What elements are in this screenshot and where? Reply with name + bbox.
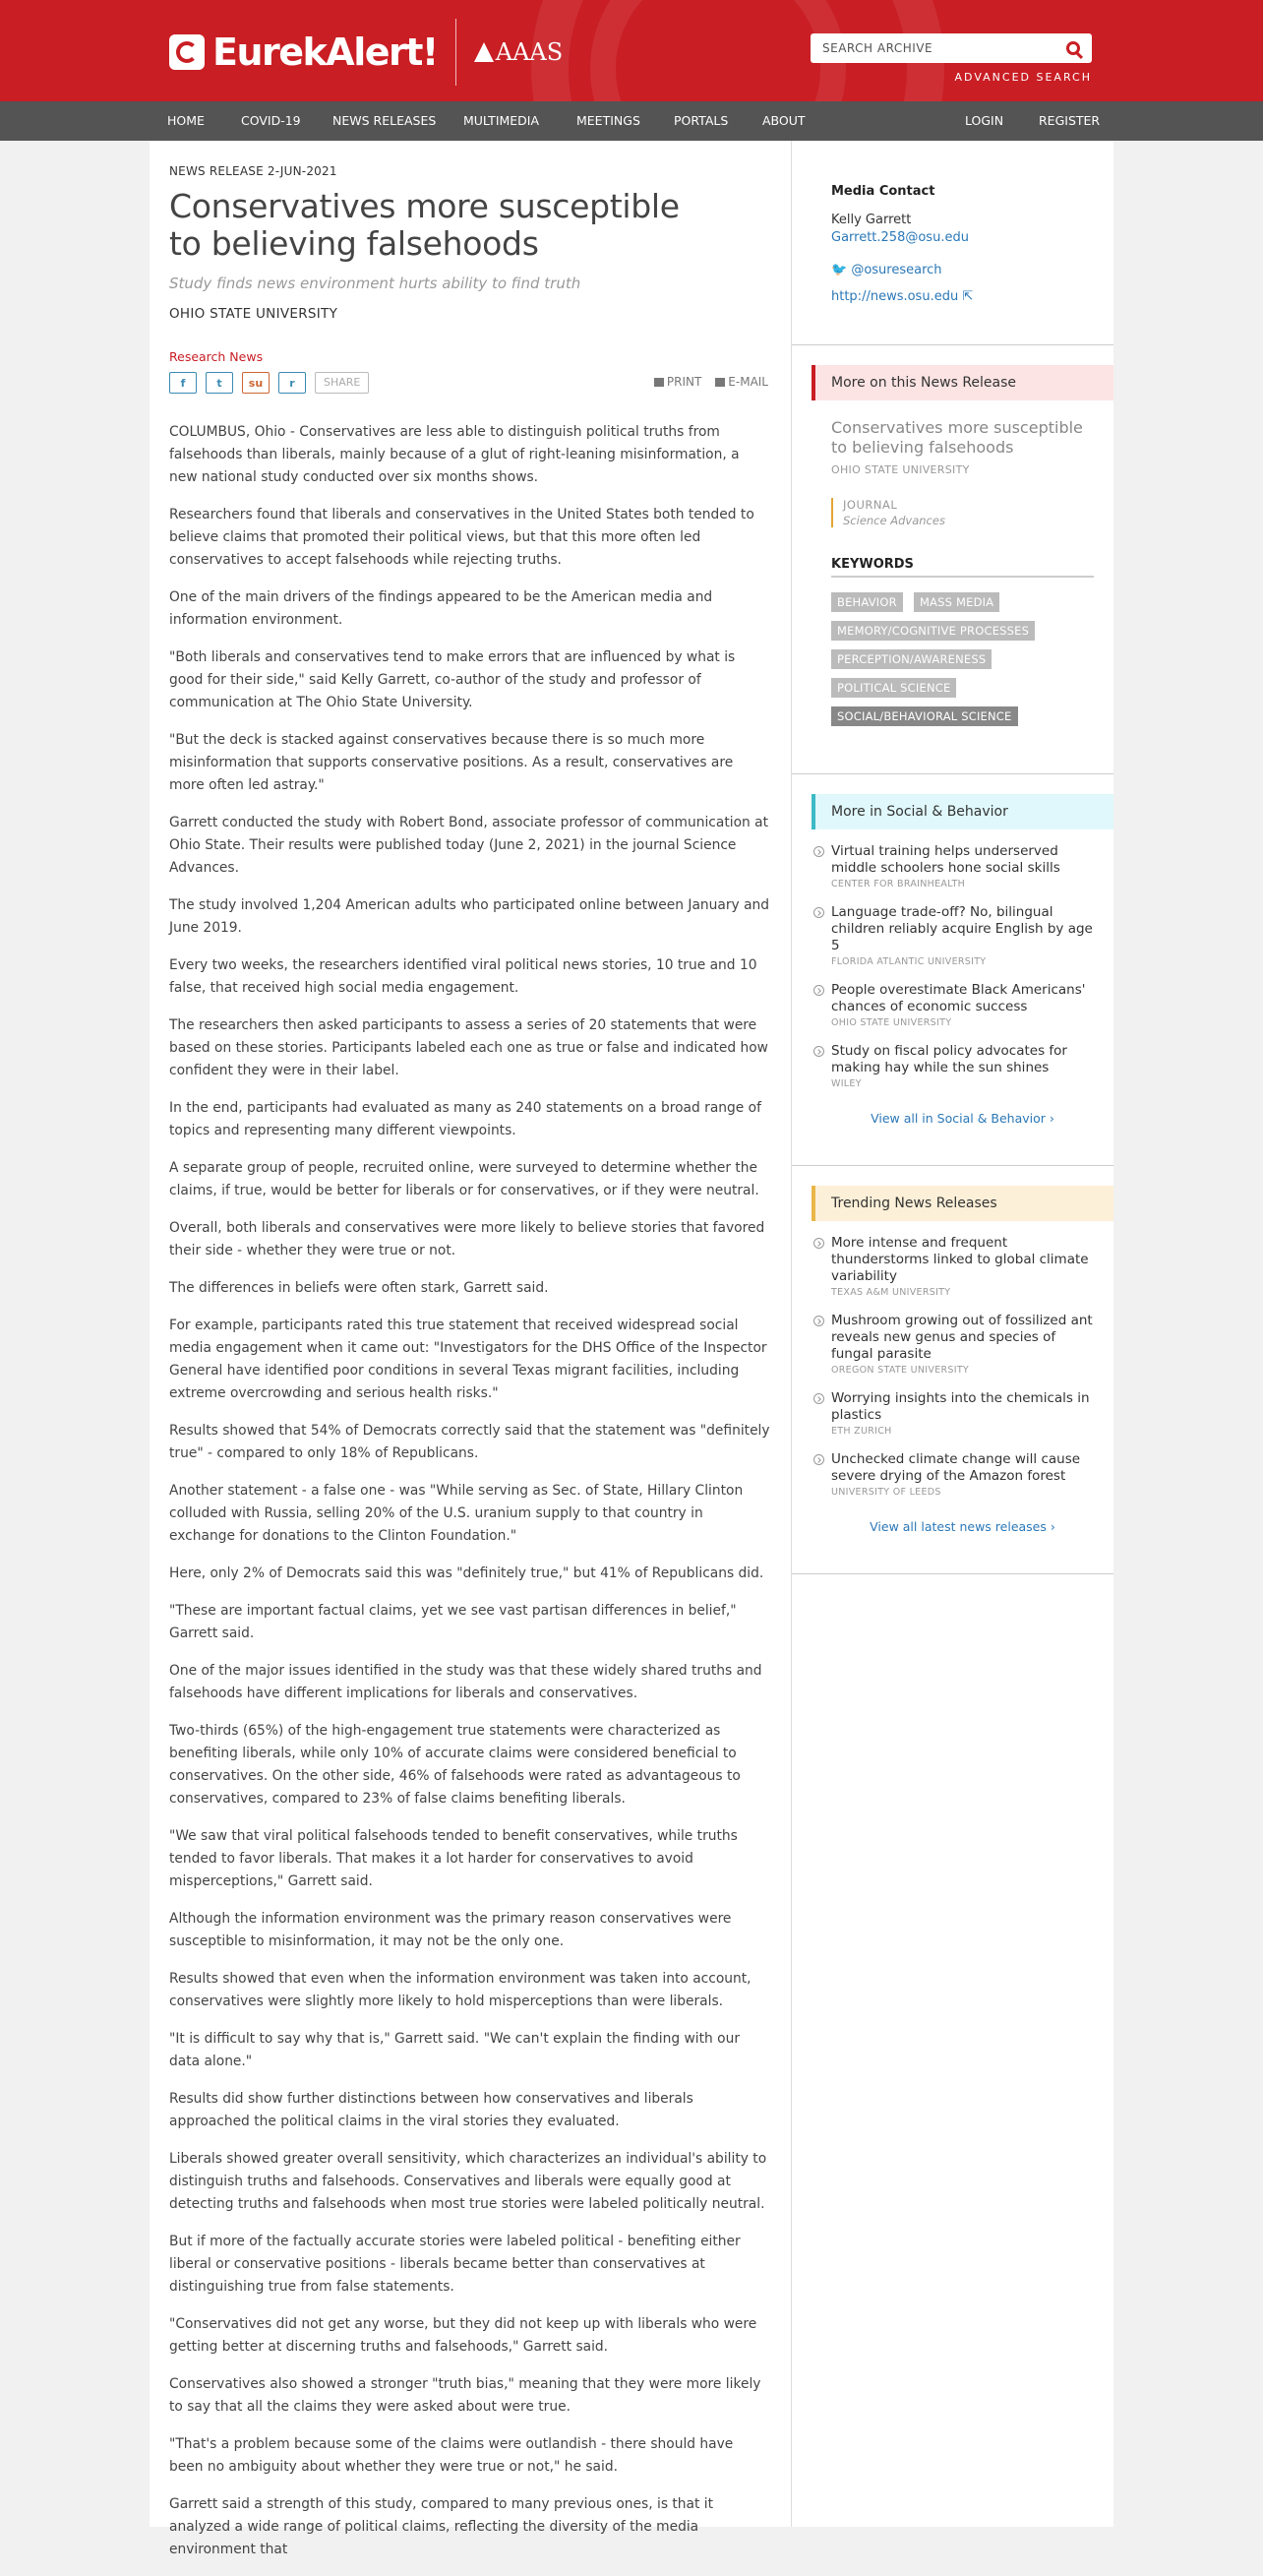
trending-list	[831, 1235, 1094, 1498]
trending-heading: Trending News Releases	[812, 1186, 1113, 1221]
nav-register[interactable]: REGISTER	[1039, 113, 1101, 128]
more-on-release-heading: More on this News Release	[812, 365, 1113, 400]
chevron-circle-icon	[813, 846, 824, 857]
chevron-circle-icon	[813, 1046, 824, 1057]
more-on-release	[792, 365, 1113, 734]
twitter-icon: 🐦	[831, 263, 852, 277]
external-link-icon: ⇱	[958, 289, 974, 304]
nav-covid[interactable]: COVID-19	[241, 113, 301, 128]
paragraph: "That's a problem because some of the claims were outlandish - there should have been no ambiguity about whether they were true or not," he said.	[169, 2436, 734, 2475]
paragraph: Researchers found that liberals and conservatives in the United States both tended to believe claims that promoted their political views, but that this more often led conservatives to accept falsehoods while rejecting truths.	[169, 507, 754, 568]
eurekalert-logo-icon	[169, 34, 205, 70]
facebook-share-icon[interactable]: f	[169, 372, 197, 394]
institution: OHIO STATE UNIVERSITY	[169, 306, 338, 322]
chevron-circle-icon	[813, 1393, 824, 1404]
content-container	[150, 141, 1113, 2557]
keyword-tag[interactable]: SOCIAL/BEHAVIORAL SCIENCE	[831, 706, 1018, 726]
media-contact-heading: Media Contact	[831, 184, 935, 199]
social-heading: More in Social & Behavior	[812, 794, 1113, 829]
paragraph: One of the major issues identified in the study was that these widely shared truths and falsehoods have different implications for liberals and conservatives.	[169, 1663, 762, 1701]
keyword-tag[interactable]: MEMORY/COGNITIVE PROCESSES	[831, 621, 1035, 641]
site-header	[0, 0, 1263, 101]
paragraph: Although the information environment was the primary reason conservatives were susceptible to misinformation, it may not be the only one.	[169, 1911, 732, 1949]
paragraph: For example, participants rated this true statement that received widespread social media engagement when it came out: "Investigators for the DHS Office of the Inspector General have identified poor conditions in several Texas migrant facilities, including extreme overcrowding and serious health risks."	[169, 1318, 767, 1401]
advanced-search-link[interactable]: ADVANCED SEARCH	[954, 71, 1092, 84]
envelope-icon	[715, 378, 725, 387]
paragraph: The differences in beliefs were often stark, Garrett said.	[169, 1280, 549, 1296]
keyword-tag[interactable]: MASS MEDIA	[914, 592, 999, 612]
chevron-circle-icon	[813, 1316, 824, 1326]
journal-name: Science Advances	[843, 514, 945, 527]
article-body	[169, 421, 770, 2561]
paragraph: In the end, participants had evaluated as many as 240 statements on a broad range of topics and representing many different viewpoints.	[169, 1100, 761, 1138]
paragraph: But if more of the factually accurate stories were labeled political - benefiting either liberal or conservative positions - liberals became better than conservatives at distinguishing true from false statements.	[169, 2234, 741, 2295]
journal-block	[831, 498, 1113, 527]
paragraph: The study involved 1,204 American adults who participated online between January and June 2019.	[169, 897, 770, 936]
paragraph: "It is difficult to say why that is," Garrett said. "We can't explain the finding with our data alone."	[169, 2031, 741, 2069]
keyword-tag[interactable]: BEHAVIOR	[831, 592, 903, 612]
nav-news-releases[interactable]: NEWS RELEASES	[332, 113, 437, 128]
share-button[interactable]: SHARE	[315, 372, 369, 394]
logo-text: EurekAlert!	[212, 31, 438, 74]
paragraph: "Both liberals and conservatives tend to make errors that are influenced by what is good for their side," said Kelly Garrett, co-author of the study and professor of communication at The Ohio State University.	[169, 649, 736, 710]
trending-releases	[792, 1186, 1113, 1534]
category-link[interactable]: Research News	[169, 349, 264, 364]
printer-icon	[654, 378, 664, 387]
paragraph: COLUMBUS, Ohio - Conservatives are less able to distinguish political truths from falsehoods than liberals, mainly because of a glut of right-leaning misinformation, a new national study conducted over six months shows.	[169, 424, 740, 485]
paragraph: Two-thirds (65%) of the high-engagement true statements were characterized as benefiting liberals, while only 10% of accurate claims were considered beneficial to conservatives. On the other side, 46% of falsehoods were rated as advantageous to conservatives, compared to 23% of false claims benefiting liberals.	[169, 1723, 741, 1807]
paragraph: "But the deck is stacked against conservatives because there is so much more misinformation that supports conservative positions. As a result, conservatives are more often led astray."	[169, 732, 734, 793]
twitter-share-icon[interactable]: t	[206, 372, 233, 394]
paragraph: Results showed that 54% of Democrats correctly said that the statement was "definitely true" - compared to only 18% of Republicans.	[169, 1423, 770, 1461]
nav-meetings[interactable]: MEETINGS	[576, 113, 640, 128]
reddit-share-icon[interactable]: r	[278, 372, 306, 394]
nav-multimedia[interactable]: MULTIMEDIA	[463, 113, 540, 128]
paragraph: Every two weeks, the researchers identified viral political news stories, 10 true and 10 false, that received high social media engagement.	[169, 957, 757, 996]
contact-email-link[interactable]: Garrett.258@osu.edu	[831, 230, 969, 245]
paragraph: Liberals showed greater overall sensitivity, which characterizes an individual's ability to distinguish truths and falsehoods. Conservatives and liberals were equally good at detecting truths and falsehoods when most true stories were labeled politically neutral.	[169, 2151, 767, 2212]
keyword-tag[interactable]: POLITICAL SCIENCE	[831, 678, 956, 698]
print-button[interactable]: PRINT	[654, 375, 701, 389]
list-item[interactable]: Mushroom growing out of fossilized ant reveals new genus and species of fungal parasite OREGON STATE UNIVERSITY	[831, 1313, 1094, 1376]
more-in-social	[792, 794, 1113, 1126]
list-item[interactable]: Language trade-off? No, bilingual children reliably acquire English by age 5 FLORIDA ATLANTIC UNIVERSITY	[831, 904, 1094, 967]
view-all-social-link[interactable]: View all in Social & Behavior ›	[871, 1111, 1054, 1126]
paragraph: "Conservatives did not get any worse, but they did not keep up with liberals who were getting better at discerning truths and falsehoods," Garrett said.	[169, 2316, 757, 2355]
page-title: Conservatives more susceptible to believing falsehoods	[169, 187, 680, 263]
aaas-triangle-icon	[474, 42, 494, 62]
list-item[interactable]: People overestimate Black Americans' chances of economic success OHIO STATE UNIVERSITY	[831, 982, 1094, 1028]
contact-name: Kelly Garrett	[831, 213, 912, 227]
paragraph: The researchers then asked participants to assess a series of 20 statements that were based on these stories. Participants labeled each one as true or false and indicated how confident they were in their label.	[169, 1017, 768, 1078]
keywords-heading: KEYWORDS	[831, 557, 1094, 578]
paragraph: Garrett conducted the study with Robert Bond, associate professor of communication at Ohio State. Their results were published today (June 2, 2021) in the journal Science Advances.	[169, 815, 769, 876]
paragraph: Results showed that even when the information environment was taken into account, conservatives were slightly more likely to hold misperceptions than were liberals.	[169, 1971, 752, 2009]
nav-login[interactable]: LOGIN	[965, 113, 1004, 128]
paragraph: "These are important factual claims, yet we see vast partisan differences in belief," Garrett said.	[169, 1603, 737, 1641]
social-list	[831, 843, 1094, 1089]
paragraph: Here, only 2% of Democrats said this was "definitely true," but 41% of Republicans did.	[169, 1565, 764, 1581]
paragraph: Overall, both liberals and conservatives were more likely to believe stories that favored their side - whether they were true or not.	[169, 1220, 765, 1258]
chevron-circle-icon	[813, 907, 824, 918]
list-item[interactable]: Study on fiscal policy advocates for making hay while the sun shines WILEY	[831, 1043, 1094, 1089]
chevron-circle-icon	[813, 1454, 824, 1465]
nav-portals[interactable]: PORTALS	[674, 113, 729, 128]
nav-home[interactable]: HOME	[167, 113, 205, 128]
keyword-tag[interactable]: PERCEPTION/AWARENESS	[831, 649, 992, 669]
list-item[interactable]: Worrying insights into the chemicals in plastics ETH ZURICH	[831, 1390, 1094, 1437]
search-icon[interactable]	[1066, 41, 1080, 55]
chevron-circle-icon	[813, 1238, 824, 1249]
chevron-circle-icon	[813, 985, 824, 996]
contact-website-link[interactable]: http://news.osu.edu ⇱	[831, 289, 974, 304]
sidebar	[791, 141, 1113, 2527]
paragraph: Results did show further distinctions between how conservatives and liberals approached the political claims in the viral stories they evaluated.	[169, 2091, 693, 2129]
main-nav	[0, 101, 1263, 141]
paragraph: Conservatives also showed a stronger "truth bias," meaning that they were more likely to say that all the claims they were asked about were true.	[169, 2376, 761, 2415]
paragraph: "We saw that viral political falsehoods tended to benefit conservatives, while truths tended to favor liberals. That makes it a lot harder for conservatives to avoid misperceptions," Garrett said.	[169, 1828, 738, 1889]
keyword-list	[831, 591, 1104, 734]
journal-label: JOURNAL	[843, 498, 898, 512]
release-date: NEWS RELEASE 2-JUN-2021	[169, 164, 337, 178]
search-box	[811, 33, 1092, 63]
paragraph: One of the main drivers of the findings appeared to be the American media and information environment.	[169, 589, 713, 628]
site-logo[interactable]	[169, 28, 563, 77]
search-input[interactable]	[822, 41, 1066, 55]
release-institution: OHIO STATE UNIVERSITY	[831, 463, 970, 476]
aaas-logo: AAAS	[474, 38, 563, 66]
article	[150, 141, 790, 2576]
media-contact	[792, 141, 1113, 345]
paragraph: Another statement - a false one - was "While serving as Sec. of State, Hillary Clinton colluded with Russia, selling 20% of the U.S. uranium supply to that country in exchange for donations to the Clinton Foundation."	[169, 1483, 744, 1544]
email-button[interactable]: E-MAIL	[715, 375, 768, 389]
paragraph: A separate group of people, recruited online, were surveyed to determine whether the claims, if true, would be better for liberals or for conservatives, or if they were neutral.	[169, 1160, 759, 1198]
view-all-trending-link[interactable]: View all latest news releases ›	[870, 1519, 1055, 1534]
stumbleupon-share-icon[interactable]: su	[242, 372, 270, 394]
list-item[interactable]: More intense and frequent thunderstorms linked to global climate variability TEXAS A&M UNIVERSITY	[831, 1235, 1094, 1298]
page-subtitle: Study finds news environment hurts ability to find truth	[169, 275, 581, 292]
contact-twitter-link[interactable]: 🐦 @osuresearch	[831, 263, 942, 277]
share-toolbar	[169, 372, 770, 394]
list-item[interactable]: Unchecked climate change will cause severe drying of the Amazon forest UNIVERSITY OF LEEDS	[831, 1451, 1094, 1498]
nav-about[interactable]: ABOUT	[762, 113, 806, 128]
release-title-link[interactable]: Conservatives more susceptible to believing falsehoods	[831, 418, 1083, 457]
paragraph: Garrett said a strength of this study, compared to many previous ones, is that it analyzed a wide range of political claims, reflecting the diversity of the media environment that	[169, 2496, 714, 2557]
list-item[interactable]: Virtual training helps underserved middle schoolers hone social skills CENTER FOR BRAINHEALTH	[831, 843, 1094, 889]
